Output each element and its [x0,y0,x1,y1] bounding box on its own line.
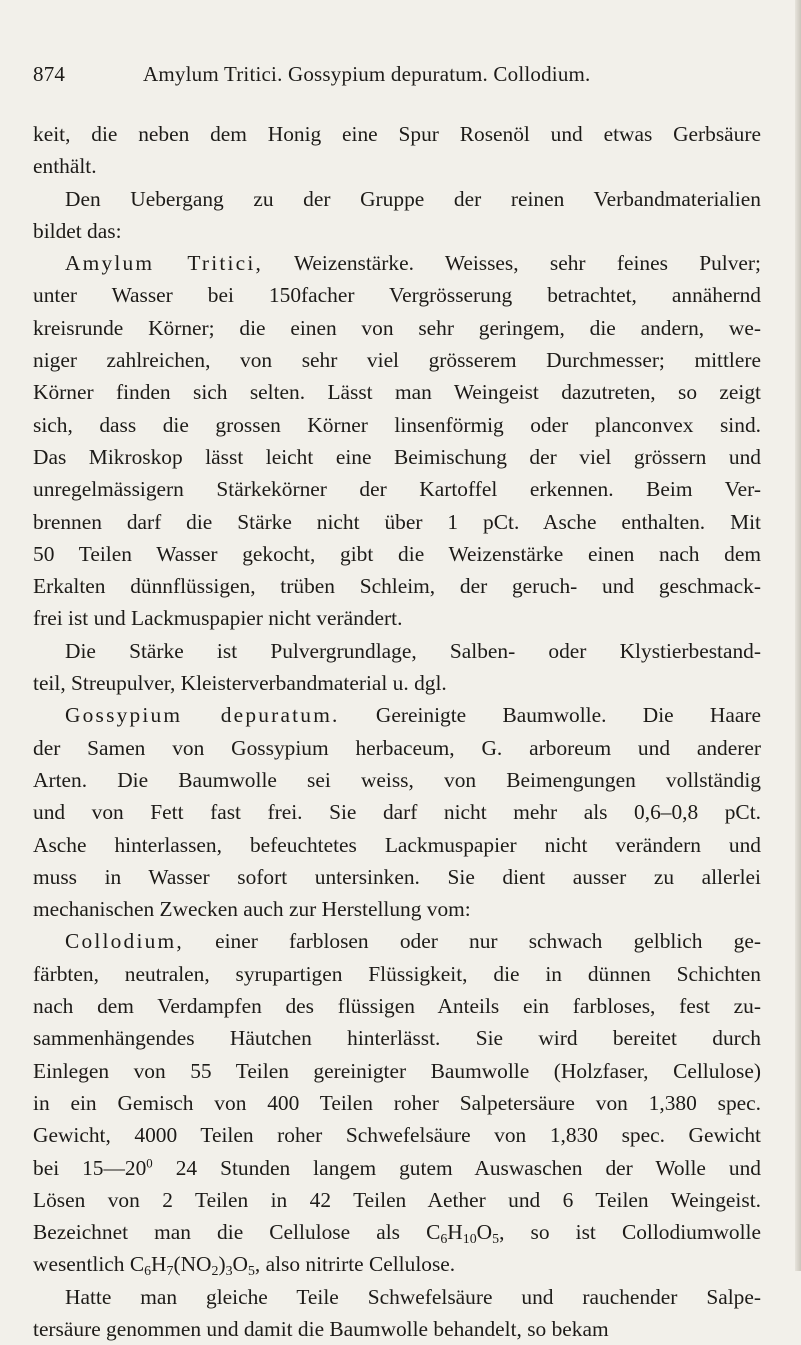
text-line: Arten. Die Baumwolle sei weiss, von Beimengungen vollständig [33,767,761,792]
text-line: sammenhängendes Häutchen hinterlässt. Sie wird bereitet durch [33,1026,761,1051]
text-line: muss in Wasser sofort untersinken. Sie dient ausser zu allerlei [33,864,761,889]
text-line: teil, Streupulver, Kleisterverbandmaterial u. dgl. [33,671,447,696]
text-line: Hatte man gleiche Teile Schwefelsäure und rauchender Salpe- [65,1284,761,1309]
degree-sign: 0 [146,1155,153,1170]
text-line: frei ist und Lackmuspapier nicht verändert. [33,606,403,631]
text-line: unter Wasser bei 150facher Vergrösserung betrachtet, annähernd [33,283,761,308]
text-line: Gewicht, 4000 Teilen roher Schwefelsäure von 1,830 spec. Gewicht [33,1123,761,1148]
term-amylum-tritici: Amylum Tritici, [65,251,264,276]
text-line: und von Fett fast frei. Sie darf nicht mehr als 0,6–0,8 pCt. [33,800,761,825]
text-line: Erkalten dünnflüssigen, trüben Schleim, der geruch- und geschmack- [33,574,761,599]
text-line: Den Uebergang zu der Gruppe der reinen Verbandmaterialien [65,186,761,211]
text-line: mechanischen Zwecken auch zur Herstellung vom: [33,897,471,922]
text-line: nach dem Verdampfen des flüssigen Anteils ein farbloses, fest zu- [33,994,761,1019]
text-line: Einlegen von 55 Teilen gereinigter Baumwolle (Holzfaser, Cellulose) [33,1058,761,1083]
text-line: sich, dass die grossen Körner linsenförmig oder planconvex sind. [33,412,761,437]
running-title: Amylum Tritici. Gossypium depuratum. Collodium. [143,62,591,86]
text-line: Bezeichnet man die Cellulose als $C_6H_{10}O_5$, so ist Collodiumwolle [33,1220,761,1248]
text-line: Amylum Tritici, Weizenstärke. Weisses, sehr feines Pulver; [65,251,761,276]
text-line: Das Mikroskop lässt leicht eine Beimischung der viel grössern und [33,444,761,469]
text-line: keit, die neben dem Honig eine Spur Rosenöl und etwas Gerbsäure [33,122,761,146]
text-line: brennen darf die Stärke nicht über 1 pCt. Asche enthalten. Mit [33,509,761,534]
text-line: kreisrunde Körner; die einen von sehr geringem, die andern, we- [33,315,761,340]
text-line: unregelmässigern Stärkekörner der Kartoffel erkennen. Beim Ver- [33,477,761,502]
text-line: wesentlich $C_6H_7(NO_2)_3O_5$, also nitrirte Cellulose. [33,1252,456,1280]
text-line: in ein Gemisch von 400 Teilen roher Salpetersäure von 1,380 spec. [33,1090,761,1115]
text-line: Lösen von 2 Teilen in 42 Teilen Aether und 6 Teilen Weingeist. [33,1187,761,1212]
page-number: 874 [33,62,66,86]
text-line: Die Stärke ist Pulvergrundlage, Salben- oder Klystierbestand- [65,638,761,663]
term-collodium: Collodium, [65,929,184,954]
text-line: Körner finden sich selten. Lässt man Weingeist dazutreten, so zeigt [33,380,761,405]
body-text [33,118,761,1345]
page-header [33,62,761,96]
text-line: der Samen von Gossypium herbaceum, G. arboreum und anderer [33,735,761,760]
text-line: bei $15—20^0$ 24 Stunden langem gutem Auswaschen der Wolle und [33,1155,761,1180]
text-line: 50 Teilen Wasser gekocht, gibt die Weizenstärke einen nach dem [33,541,761,566]
text-line: Asche hinterlassen, befeuchtetes Lackmuspapier nicht verändern und [33,832,761,857]
text-line: enthält. [33,154,97,179]
text-line: niger zahlreichen, von sehr viel grösserem Durchmesser; mittlere [33,348,761,373]
text-line: Collodium, einer farblosen oder nur schwach gelblich ge- [65,929,761,954]
text-line: Gossypium depuratum. Gereinigte Baumwolle. Die Haare [65,703,761,728]
text-line: bildet das: [33,218,122,243]
text-line: färbten, neutralen, syrupartigen Flüssigkeit, die in dünnen Schichten [33,961,761,986]
text-line: tersäure genommen und damit die Baumwolle behandelt, so bekam [33,1316,609,1341]
term-gossypium-depuratum: Gossypium depuratum. [65,703,340,728]
page-edge-shadow [795,0,801,1271]
